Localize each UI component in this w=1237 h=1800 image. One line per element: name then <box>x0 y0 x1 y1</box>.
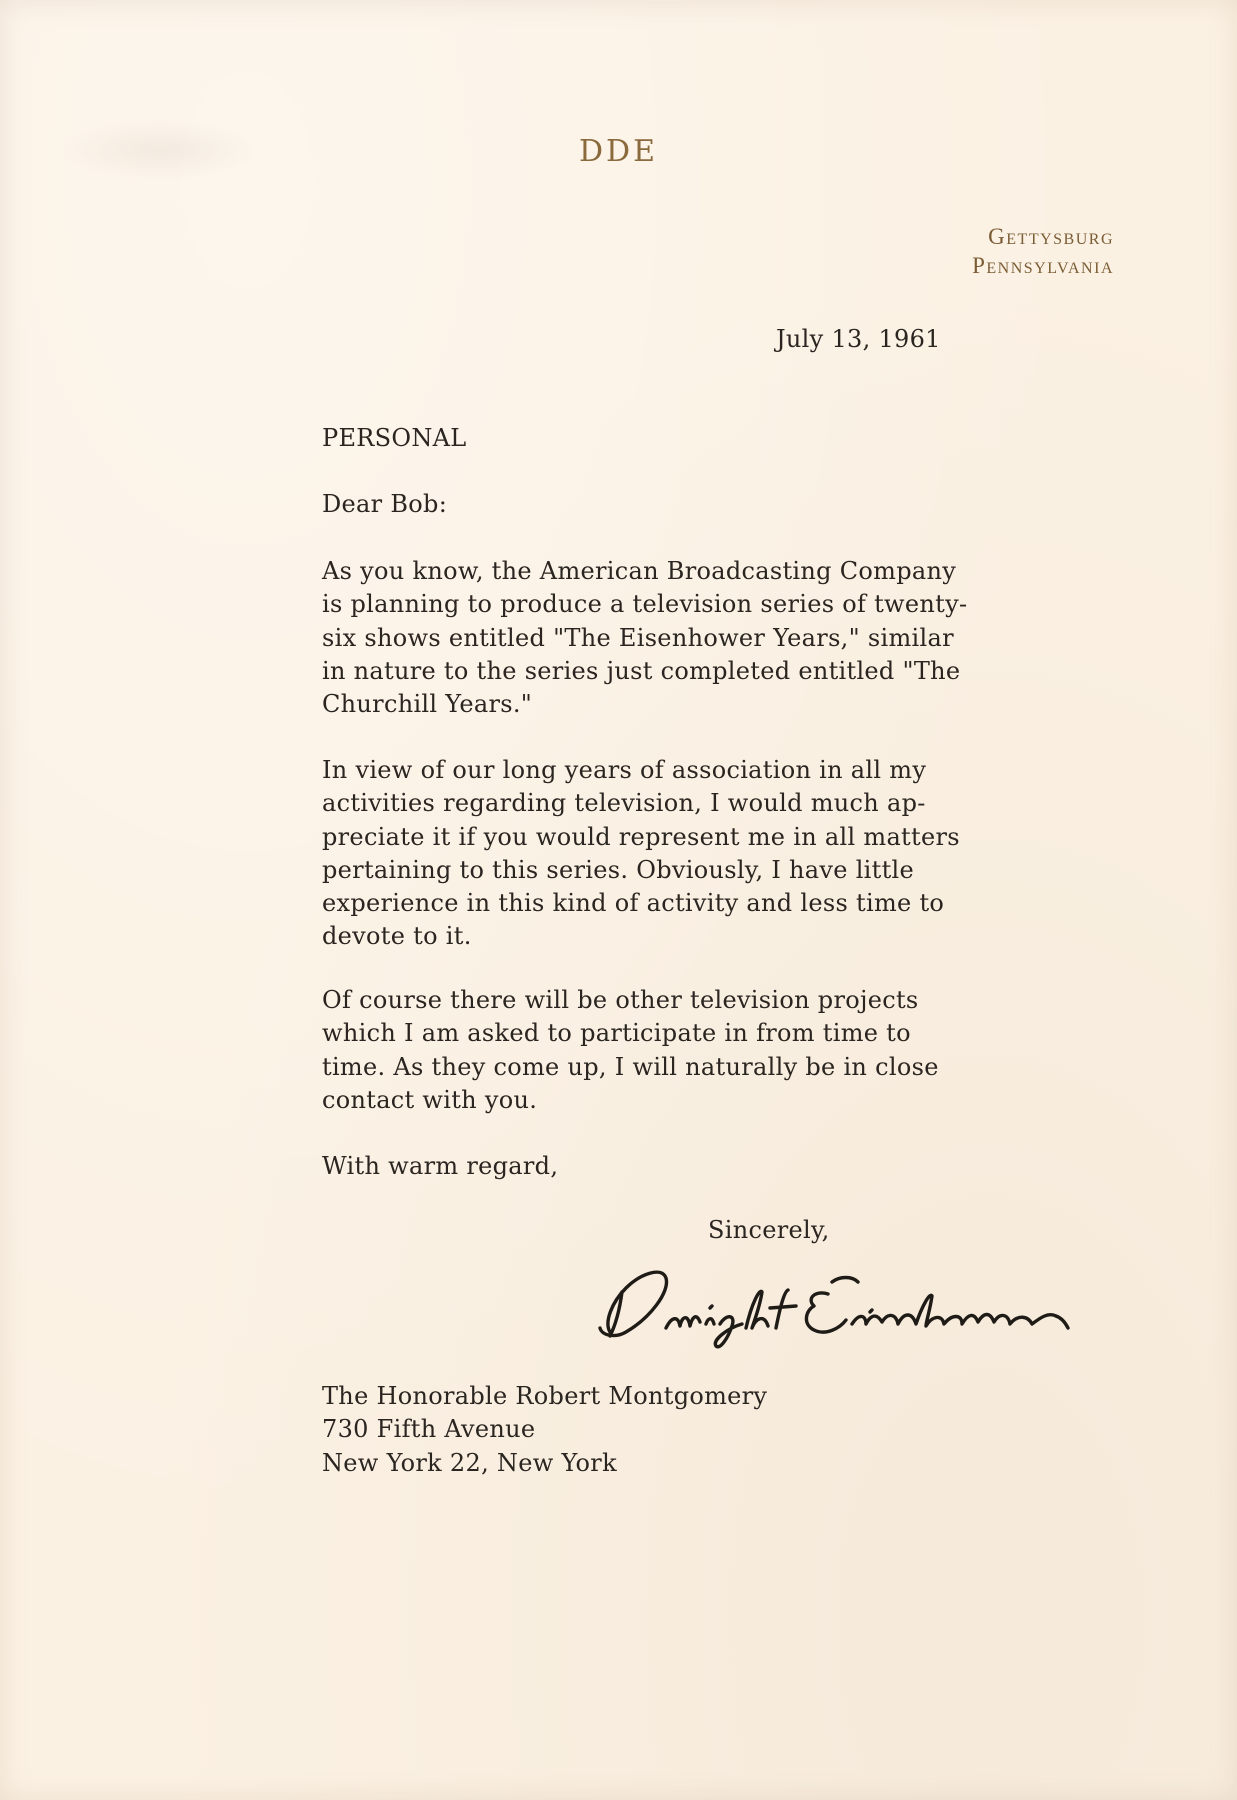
recipient-address <box>322 1380 767 1480</box>
paragraph-line: time. As they come up, I will naturally be in close <box>322 1052 939 1081</box>
letter-date: July 13, 1961 <box>776 325 941 353</box>
closing-sincerely: Sincerely, <box>708 1216 830 1244</box>
salutation: Dear Bob: <box>322 490 448 518</box>
paragraph-line: is planning to produce a television series of twenty- <box>322 590 968 619</box>
letterhead-monogram: DDE <box>578 134 658 169</box>
paragraph-line: Churchill Years." <box>322 690 533 719</box>
recipient-city: New York 22, New York <box>322 1448 617 1477</box>
closing-regard: With warm regard, <box>322 1152 559 1180</box>
body-paragraph-2 <box>322 754 1102 954</box>
paragraph-line: devote to it. <box>322 922 472 951</box>
paragraph-line: in nature to the series just completed entitled "The <box>322 656 961 685</box>
letterhead-city: Gettysburg <box>988 224 1114 249</box>
paragraph-line: six shows entitled "The Eisenhower Years," similar <box>322 623 954 652</box>
paragraph-line: As you know, the American Broadcasting Company <box>322 557 957 585</box>
body-paragraph-3 <box>322 984 1102 1117</box>
paragraph-line: experience in this kind of activity and less time to <box>322 889 945 918</box>
body-paragraph-1 <box>322 555 1102 721</box>
recipient-street: 730 Fifth Avenue <box>322 1415 536 1444</box>
paragraph-line: pertaining to this series. Obviously, I have little <box>322 855 915 884</box>
paragraph-line: activities regarding television, I would much ap- <box>322 789 926 818</box>
letterhead-location <box>972 222 1114 280</box>
personal-marking: PERSONAL <box>322 424 467 452</box>
recipient-name: The Honorable Robert Montgomery <box>322 1382 768 1410</box>
paragraph-line: which I am asked to participate in from time to <box>322 1019 911 1048</box>
paragraph-line: In view of our long years of association in all my <box>322 756 927 784</box>
letterhead-state: Pennsylvania <box>972 253 1114 278</box>
paragraph-line: Of course there will be other television projects <box>322 986 919 1014</box>
paragraph-line: contact with you. <box>322 1085 538 1114</box>
paragraph-line: preciate it if you would represent me in all matters <box>322 822 960 851</box>
handwritten-signature <box>570 1232 1170 1352</box>
